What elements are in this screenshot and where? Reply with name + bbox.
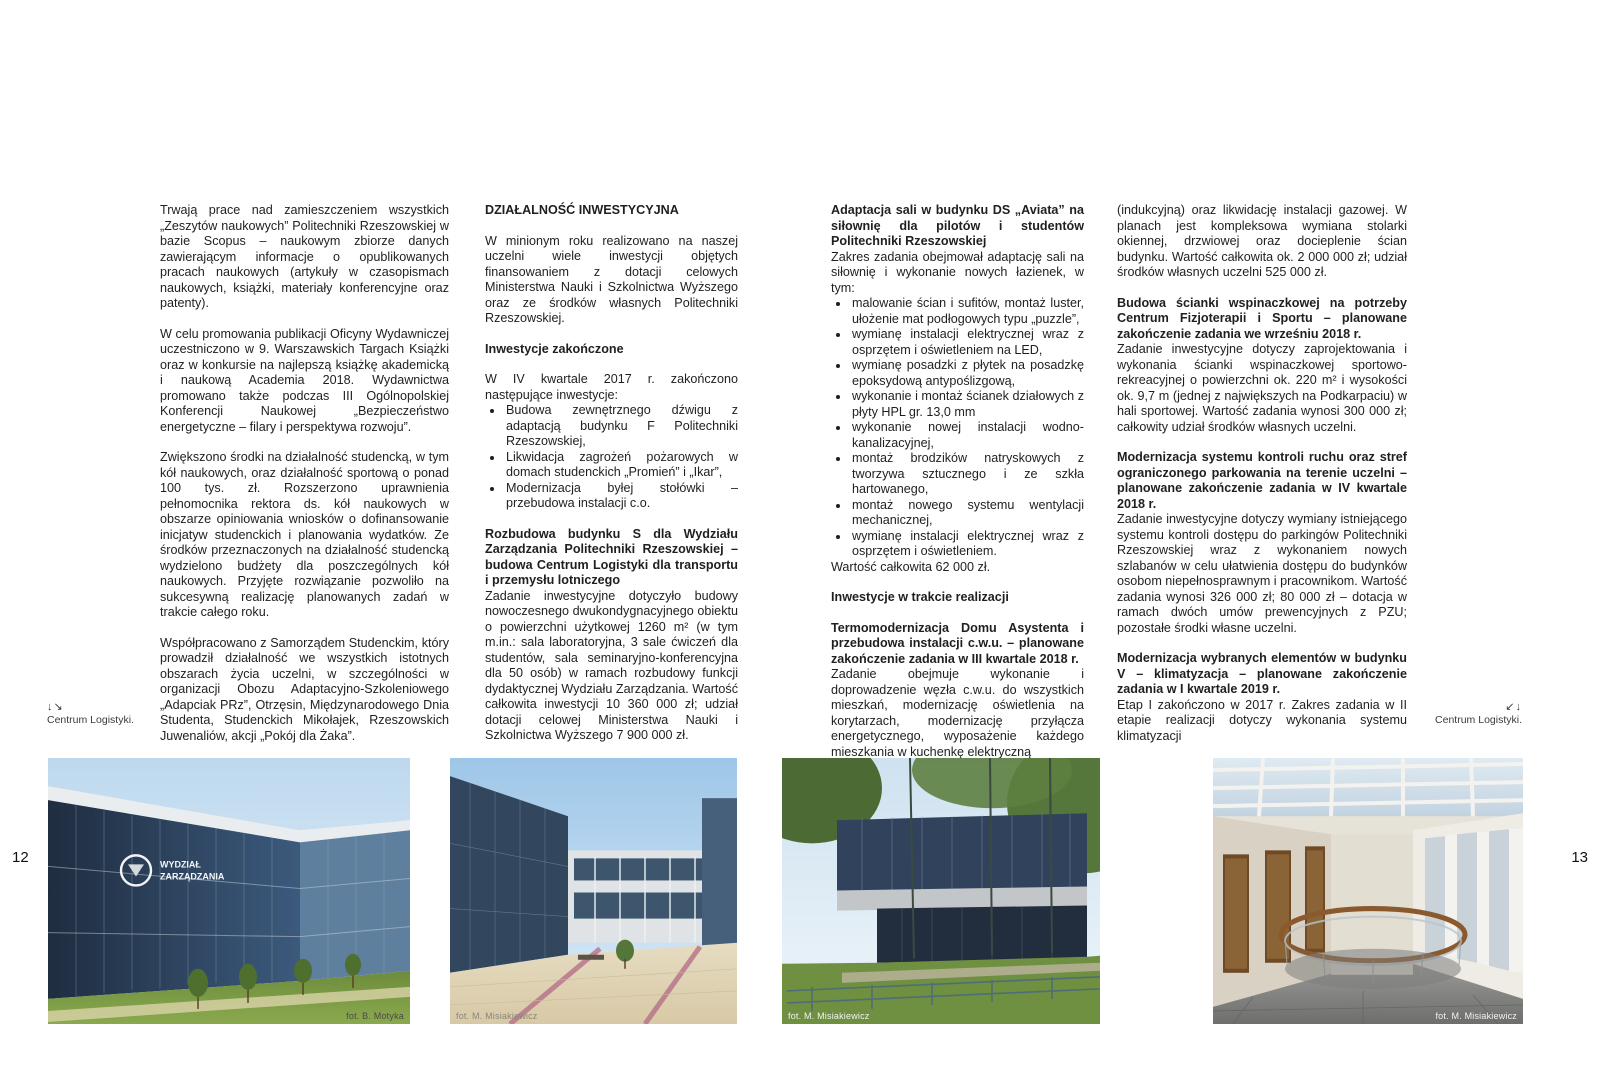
photo-courtyard-plaza — [450, 758, 737, 1024]
bullet-item: • wymianę instalacji elektrycznej wraz z osprzętem i oświetleniem na LED, — [850, 327, 1084, 358]
photo-building-with-trees — [782, 758, 1100, 1024]
section-heading: Inwestycje zakończone — [485, 341, 624, 356]
photo-credit: fot. M. Misiakiewicz — [788, 1011, 870, 1021]
paragraph: Zadanie inwestycyjne dotyczyło budowy nowoczesnego dwukondygnacyjnego obiektu o powierzchni użytkowej 1260 m² (w tym m.in.: sala laboratoryjna, 3 sale ćwiczeń dla studentów, sala seminaryjno-konferencyjna dla 50 osób) w ramach rozbudowy funkcji dydaktycznej Wydziału Zarządzania. Wartość całkowita inwestycji 10 360 000 zł; udział dotacji celowej Ministerstwa Nauki i Szkolnictwa Wyższego 7 900 000 zł. — [485, 588, 738, 742]
building-sign-line1: WYDZIAŁ — [160, 859, 201, 870]
page-number-right: 13 — [1571, 849, 1588, 866]
bullet-item: • wymianę posadzki z płytek na posadzkę epoksydową antypoślizgową, — [850, 358, 1084, 389]
paragraph: Etap I zakończono w 2017 r. Zakres zadania w II etapie realizacji dotyczy wykonania systemu klimatyzacji — [1117, 697, 1407, 743]
paragraph: W celu promowania publikacji Oficyny Wydawniczej uczestniczono w 9. Warszawskich Targach Książki oraz w konkursie na najlepszą książkę akademicką i naukową Academia 2018. Wydawnictwa promowano także podczas III Ogólnopolskiej Konferencji Naukowej „Bezpieczeństwo energetyczne – filary i perspektywa rozwoju”. — [160, 326, 449, 434]
text-column-2 — [485, 203, 738, 744]
bullet-list — [485, 403, 738, 512]
section-heading: DZIAŁALNOŚĆ INWESTYCYJNA — [485, 203, 679, 217]
paragraph: Zadanie obejmuje wykonanie i doprowadzenie węzła c.w.u. do wszystkich mieszkań, modernizację oświetlenia na korytarzach, modernizację przyłącza energetycznego, wyposażenie każdego mieszkania w kuchenkę elektryczną — [831, 667, 1084, 759]
bullet-item: • montaż nowego systemu wentylacji mechanicznej, — [850, 498, 1084, 529]
bullet-item: • Likwidacja zagrożeń pożarowych w domach studenckich „Promień” i „Ikar”, — [504, 450, 738, 481]
bullet-item: • malowanie ścian i sufitów, montaż luster, ułożenie mat podłogowych typu „puzzle”, — [850, 296, 1084, 327]
atrium-photo-illustration — [1213, 758, 1523, 1024]
margin-caption-left — [47, 701, 134, 727]
photo-credit: fot. M. Misiakiewicz — [456, 1011, 538, 1021]
paragraph: Współpracowano z Samorządem Studenckim, który prowadził działalność we wszystkich istotnych obszarach życia uczelni, w szczególności w organizacji Obozu Adaptacyjno-Szkoleniowego „Adapciak PRz”, Otrzęsin, Międzynarodowego Dnia Studenta, Studenckich Mikołajek, Rzeszowskich Juwenaliów, akcji „Pokój dla Żaka”. — [160, 635, 449, 743]
bullet-item: • wykonanie nowej instalacji wodno-kanalizacyjnej, — [850, 420, 1084, 451]
paragraph: Zakres zadania obejmował adaptację sali na siłownię i wykonanie nowych łazienek, w tym: — [831, 249, 1084, 295]
section-heading: Rozbudowa budynku S dla Wydziału Zarządzania Politechniki Rzeszowskiej – budowa Centrum Logistyki dla transportu i przemysłu lotniczego — [485, 526, 738, 587]
section-heading: Termomodernizacja Domu Asystenta i przebudowa instalacji c.w.u. – planowane zakończenie zadania w III kwartale 2018 r. — [831, 620, 1084, 666]
section-heading: Inwestycje w trakcie realizacji — [831, 590, 1009, 604]
photo-atrium-interior — [1213, 758, 1523, 1024]
margin-caption-right — [1435, 701, 1522, 727]
bullet-item: • Modernizacja byłej stołówki – przebudowa instalacji c.o. — [504, 481, 738, 512]
section-heading: Modernizacja wybranych elementów w budynku V – klimatyzacja – planowane zakończenie zadania w I kwartale 2019 r. — [1117, 651, 1407, 696]
bullet-item: • Budowa zewnętrznego dźwigu z adaptacją budynku F Politechniki Rzeszowskiej, — [504, 403, 738, 450]
text-column-1 — [160, 203, 449, 744]
bullet-item: • wymianę instalacji elektrycznej wraz z osprzętem i oświetleniem. — [850, 529, 1084, 560]
building-sign-line2: ZARZĄDZANIA — [160, 871, 225, 882]
section-heading: Adaptacja sali w budynku DS „Aviata” na siłownię dla pilotów i studentów Politechniki Rzeszowskiej — [831, 203, 1084, 248]
paragraph: (indukcyjną) oraz likwidację instalacji gazowej. W planach jest kompleksowa wymiana stolarki okiennej, drzwiowej oraz docieplenie ścian budynku. Wartość całkowita ok. 2 000 000 zł; udział środków własnych uczelni 525 000 zł. — [1117, 203, 1407, 279]
down-left-arrows-icon: ↙↓ — [1505, 701, 1522, 713]
margin-caption-right-text: Centrum Logistyki. — [1435, 714, 1522, 726]
building-photo-illustration — [48, 758, 410, 1024]
photo-credit: fot. B. Motyka — [346, 1011, 404, 1021]
section-heading: Modernizacja systemu kontroli ruchu oraz stref ograniczonego parkowania na terenie uczelni – planowane zakończenie zadania w IV kwartale 2018 r. — [1117, 450, 1407, 511]
photo-management-faculty-building — [48, 758, 410, 1024]
building-trees-photo-illustration — [782, 758, 1100, 1024]
section-heading: Budowa ścianki wspinaczkowej na potrzeby Centrum Fizjoterapii i Sportu – planowane zakończenie zadania we wrześniu 2018 r. — [1117, 295, 1407, 341]
paragraph: Trwają prace nad zamieszczeniem wszystkich „Zeszytów naukowych” Politechniki Rzeszowskiej w bazie Scopus – naukowym zbiorze danych zawierającym informacje o opublikowanych pracach naukowych (artykuły w czasopismach naukowych, książki, materiały konferencyjne oraz patenty). — [160, 203, 449, 310]
paragraph: W IV kwartale 2017 r. zakończono następujące inwestycje: — [485, 372, 738, 402]
paragraph: Wartość całkowita 62 000 zł. — [831, 559, 991, 574]
text-column-4 — [1117, 203, 1407, 744]
photo-credit: fot. M. Misiakiewicz — [1435, 1011, 1517, 1021]
down-right-arrows-icon: ↓↘ — [47, 701, 64, 713]
paragraph: Zadanie inwestycyjne dotyczy wymiany istniejącego systemu kontroli dostępu do parkingów Politechniki Rzeszowskiej wraz z wykonaniem nowych szlabanów w celu ułatwienia dostępu do budynków osobom niepełnosprawnym i pracownikom. Wartość zadania wynosi 326 000 zł; 80 000 zł – dotacja w ramach dwóch umów prewencyjnych z PZU; pozostałe środki własne uczelni. — [1117, 512, 1408, 635]
text-column-3 — [831, 203, 1084, 760]
bullet-list — [831, 296, 1084, 560]
margin-caption-left-text: Centrum Logistyki. — [47, 714, 134, 726]
courtyard-photo-illustration — [450, 758, 737, 1024]
page-number-left: 12 — [12, 849, 29, 866]
paragraph: Zwiększono środki na działalność studencką, w tym kół naukowych, oraz działalność sportową o ponad 100 tys. zł. Rozszerzono uprawnienia pełnomocnika rektora ds. kół naukowych w obszarze opiniowania wniosków o dofinansowanie inicjatyw studenckich i planowania wydatków. Ze środków przeznaczonych na działalność studencką wydzielono budżety dla poszczególnych kół naukowych. Przyjęte rozwiązanie pozwoliło na sukcesywną realizację planowanych zadań w trakcie całego roku. — [160, 450, 449, 619]
bullet-item: • wykonanie i montaż ścianek działowych z płyty HPL gr. 13,0 mm — [850, 389, 1084, 420]
paragraph: Zadanie inwestycyjne dotyczy zaprojektowania i wykonania ścianki wspinaczkowej sportowo-rekreacyjnej o powierzchni ok. 220 m² i wysokości ok. 9,7 m (jednej z największych na Podkarpaciu) w hali sportowej. Wartość zadania wynosi 300 000 zł; całkowity udział środków własnych uczelni. — [1117, 342, 1407, 434]
paragraph: W minionym roku realizowano na naszej uczelni wiele inwestycji objętych finansowaniem z dotacji celowych Ministerstwa Nauki i Szkolnictwa Wyższego oraz ze środków własnych Politechniki Rzeszowskiej. — [485, 233, 738, 325]
bullet-item: • montaż brodzików natryskowych z tworzywa sztucznego i ze szkła hartowanego, — [850, 451, 1084, 498]
